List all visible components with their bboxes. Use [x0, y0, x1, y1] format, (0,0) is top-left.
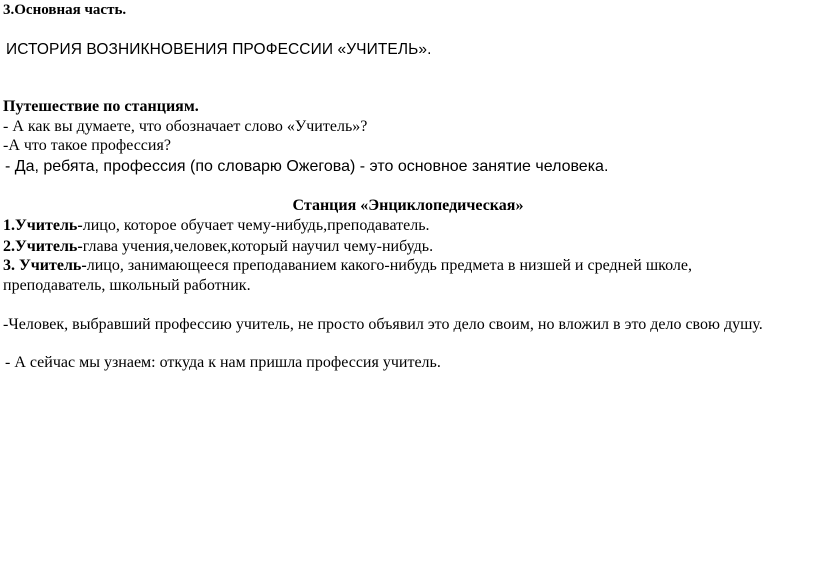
section-heading: 3.Основная часть.: [3, 2, 127, 18]
definition-3-continuation: преподаватель, школьный работник.: [3, 277, 251, 294]
definition-text: лицо, занимающееся преподаванием какого-нибудь предмета в низшей и средней школе,: [86, 257, 692, 274]
definition-term: 3. Учитель-: [3, 257, 87, 274]
question-2: -А что такое профессия?: [3, 137, 171, 154]
definition-term: 1.Учитель-: [3, 217, 83, 234]
paragraph-1: -Человек, выбравший профессию учитель, не просто объявил это дело своим, но вложил в это дело свою душу.: [3, 316, 763, 333]
question-1: - А как вы думаете, что обозначает слово «Учитель»?: [3, 118, 368, 135]
definition-2: [3, 237, 433, 256]
definition-text: глава учения,человек,который научил чему-нибудь.: [82, 238, 434, 255]
topic-title: ИСТОРИЯ ВОЗНИКНОВЕНИЯ ПРОФЕССИИ «УЧИТЕЛЬ».: [6, 41, 432, 58]
station-title: Станция «Энциклопедическая»: [292, 197, 524, 214]
paragraph-2: - А сейчас мы узнаем: откуда к нам пришла профессия учитель.: [5, 354, 441, 371]
answer-1: - Да, ребята, профессия (по словарю Ожегова) - это основное занятие человека.: [5, 158, 609, 175]
definition-text: лицо, которое обучает чему-нибудь,преподаватель.: [82, 217, 430, 234]
definition-3: [3, 256, 692, 275]
journey-heading: Путешествие по станциям.: [3, 98, 199, 115]
definition-1: [3, 216, 430, 235]
definition-term: 2.Учитель-: [3, 238, 83, 255]
